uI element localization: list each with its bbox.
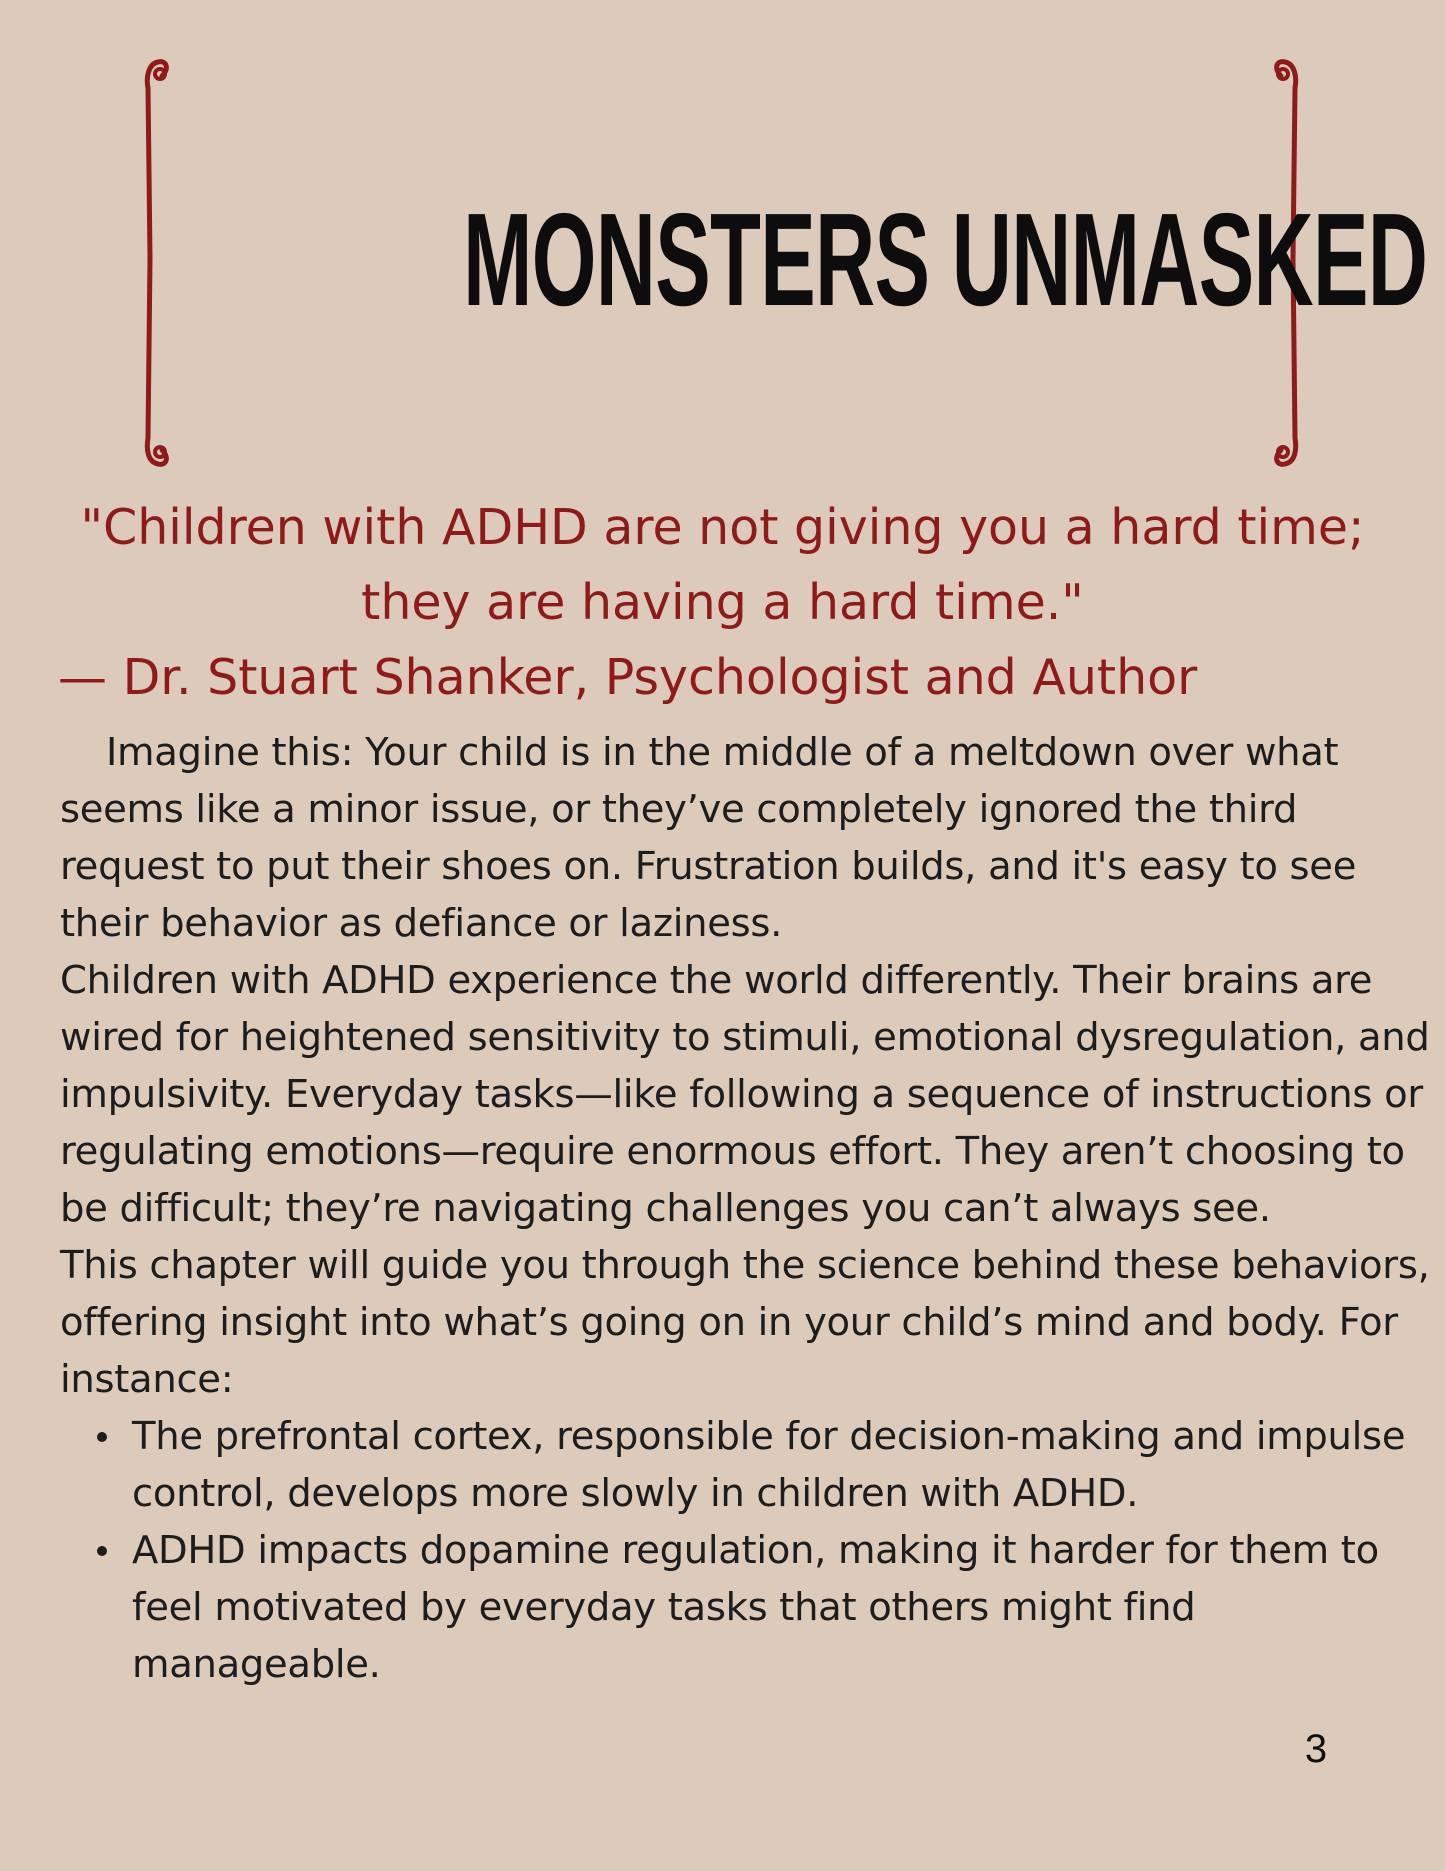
pull-quote	[40, 490, 1405, 715]
left-bracket-ornament	[136, 58, 176, 468]
page-title	[180, 170, 1428, 350]
paragraph: This chapter will guide you through the science behind these behaviors, offering insight into what’s going on in your child’s mind and body. For instance:	[60, 1243, 1430, 1402]
quote-text: "Children with ADHD are not giving you a hard time; they are having a hard time."	[80, 499, 1365, 631]
bullet-item: The prefrontal cortex, responsible for decision-making and impulse control, develops more slowly in children with ADHD.	[132, 1408, 1440, 1522]
bullet-list	[60, 1408, 1440, 1693]
bullet-item: ADHD impacts dopamine regulation, making it harder for them to feel motivated by everyday tasks that others might find manageable.	[132, 1522, 1440, 1693]
page-title-text: MONSTERS UNMASKED	[463, 186, 1428, 333]
paragraph: Imagine this: Your child is in the middle of a meltdown over what seems like a minor issue, or they’ve completely ignored the third request to put their shoes on. Frustration builds, and it's easy to see their behavior as defiance or laziness.	[60, 730, 1357, 946]
paragraph: Children with ADHD experience the world differently. Their brains are wired for heightened sensitivity to stimuli, emotional dysregulation, and impulsivity. Everyday tasks—like following a sequence of instructions or regulating emotions—require enormous effort. They aren’t choosing to be difficult; they’re navigating challenges you can’t always see.	[60, 958, 1430, 1231]
body-text	[60, 724, 1440, 1693]
quote-attribution: — Dr. Stuart Shanker, Psychologist and Author	[58, 649, 1198, 706]
page-number: 3	[1304, 1727, 1328, 1771]
